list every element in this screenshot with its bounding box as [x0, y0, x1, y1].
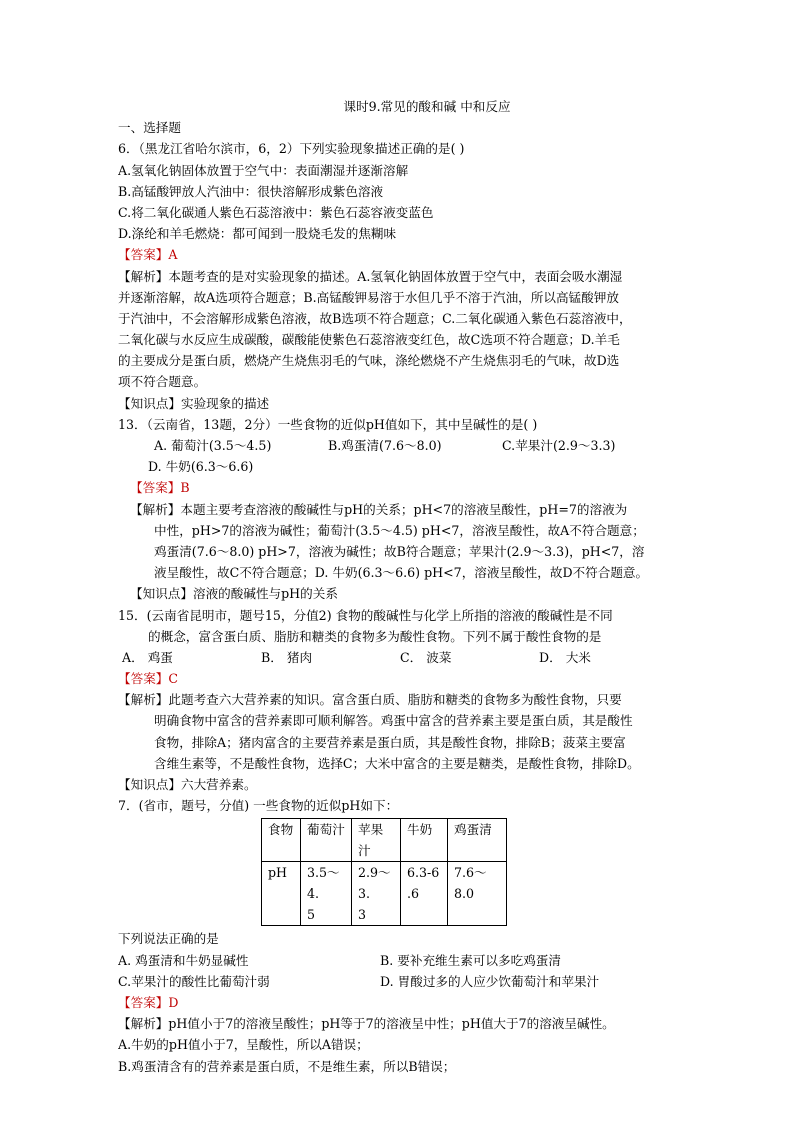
- question-stem: 7．(省市，题号，分值) 一些食物的近似pH如下：: [118, 798, 399, 814]
- page-title: 课时9.常见的酸和碱 中和反应: [343, 99, 511, 114]
- option-c: C.将二氧化碳通人紫色石蕊溶液中：紫色石蕊容液变蓝色: [118, 204, 434, 220]
- knowledge-point-line: [118, 393, 678, 414]
- analysis-tag: 【解析】: [118, 692, 169, 708]
- analysis-text: 的主要成分是蛋白质，燃烧产生烧焦羽毛的气味，涤纶燃烧不产生烧焦羽毛的气味，故D选: [118, 353, 620, 369]
- analysis-text: 食物，排除A；猪肉富含的主要营养素是蛋白质，其是酸性食物，排除B；菠菜主要富: [154, 734, 626, 750]
- analysis-text: 二氧化碳与水反应生成碳酸，碳酸能使紫色石蕊溶液变红色，故C选项不符合题意；D.羊毛: [118, 332, 620, 348]
- analysis-text: 含维生素等，不是酸性食物，选择C；大米中富含的主要是糖类，是酸性食物，排除D。: [154, 755, 640, 771]
- options-row: [118, 950, 678, 971]
- answer-tag: 【答案】: [118, 247, 169, 263]
- analysis-tag: 【解析】: [130, 501, 181, 517]
- question-stem: 13．（云南省，13题，2分）一些食物的近似pH值如下，其中呈碱性的是( ): [118, 416, 538, 432]
- analysis-line: [118, 1013, 678, 1034]
- options-row: [118, 435, 678, 456]
- analysis-text: 项不符合题意。: [118, 374, 207, 390]
- cell-line: .6: [407, 886, 420, 902]
- option-a: A.氢氧化钠固体放置于空气中：表面潮湿并逐渐溶解: [118, 162, 409, 178]
- analysis-text: pH值小于7的溶液呈酸性；pH等于7的溶液呈中性；pH值大于7的溶液呈碱性。: [168, 1016, 615, 1032]
- answer-line: [118, 668, 678, 689]
- analysis-text: B.鸡蛋清含有的营养素是蛋白质，不是维生素，所以B错误；: [118, 1058, 456, 1074]
- answer-tag: 【答案】: [118, 994, 169, 1010]
- option-b: B． 猪肉: [261, 649, 313, 665]
- analysis-text: 液呈酸性，故C不符合题意；D. 牛奶(6.3～6.6) pH<7，溶液呈酸性，故D不符合题意。: [154, 565, 649, 581]
- table-header-cell: 食物: [262, 819, 301, 862]
- table-row-label: pH: [262, 862, 301, 926]
- analysis-text: 中性，pH>7的溶液为碱性；葡萄汁(3.5～4.5) pH<7，溶液呈酸性，故A不符合题意；: [154, 522, 645, 538]
- cell-line: 3: [358, 907, 367, 923]
- table-header-cell: 牛奶: [401, 819, 448, 862]
- option-c: C.苹果汁的酸性比葡萄汁弱: [118, 973, 270, 989]
- option-c: C． 波菜: [400, 649, 452, 665]
- analysis-tag: 【解析】: [118, 268, 169, 284]
- cell-line: 6.3-6: [407, 865, 440, 881]
- option-d: D． 大米: [539, 649, 591, 665]
- analysis-text: A.牛奶的pH值小于7，呈酸性，所以A错误；: [118, 1037, 369, 1053]
- table-header-row: [262, 819, 507, 862]
- options-row: [118, 971, 678, 992]
- table-cell: [448, 862, 507, 926]
- option-c: C.苹果汁(2.9～3.3): [502, 438, 616, 453]
- knowledge-point-text: 六大营养素。: [180, 777, 257, 792]
- knowledge-point-tag: 【知识点】: [118, 395, 181, 411]
- analysis-tag: 【解析】: [118, 1016, 169, 1032]
- knowledge-point-tag: 【知识点】: [130, 586, 193, 602]
- knowledge-point-text: 溶液的酸碱性与pH的关系: [192, 586, 338, 602]
- cell-line: 7.6～: [454, 865, 487, 881]
- question-stem: 15．(云南省昆明市，题号15，分值2) 食物的酸碱性与化学上所指的溶液的酸碱性是不同: [118, 607, 613, 623]
- answer-value: C: [168, 671, 179, 687]
- option-b: B.高锰酸钾放人汽油中：很快溶解形成紫色溶液: [118, 183, 384, 199]
- analysis-line: [118, 266, 678, 287]
- answer-tag: 【答案】: [118, 671, 169, 687]
- question-13: [118, 414, 678, 605]
- answer-line: [118, 992, 678, 1013]
- answer-line: [118, 477, 678, 498]
- cell-line: 2.9～3.: [358, 865, 391, 902]
- analysis-text: 此题考查六大营养素的知识。富含蛋白质、脂肪和糖类的食物多为酸性食物，只要: [168, 692, 622, 708]
- table-header-cell: 葡萄汁: [301, 819, 352, 862]
- section-heading: 一、选择题: [118, 120, 181, 136]
- question-stem: 6．（黑龙江省哈尔滨市，6，2）下列实验现象描述正确的是( ): [118, 141, 465, 157]
- answer-line: [118, 244, 678, 265]
- question-stem: 的概念，富含蛋白质、脂肪和糖类的食物多为酸性食物。下列不属于酸性食物的是: [148, 628, 602, 644]
- answer-tag: 【答案】: [130, 480, 181, 496]
- option-b: B. 要补充维生素可以多吃鸡蛋清: [380, 952, 561, 968]
- option-a: A. 葡萄汁(3.5～4.5): [154, 438, 272, 453]
- answer-value: D: [168, 994, 179, 1010]
- analysis-text: 并逐渐溶解，故A选项符合题意；B.高锰酸钾易溶于水但几乎不溶于汽油，所以高锰酸钾放: [118, 289, 619, 305]
- answer-value: B: [180, 480, 190, 496]
- ph-table: [261, 818, 507, 926]
- knowledge-point-tag: 【知识点】: [118, 777, 181, 792]
- option-a: A． 鸡蛋: [122, 649, 173, 665]
- cell-line: 3.5～4.: [307, 865, 340, 902]
- knowledge-point-text: 实验现象的描述: [180, 395, 270, 411]
- document-page: [118, 96, 678, 1077]
- table-cell: [401, 862, 448, 926]
- option-d: D.涤纶和羊毛燃烧：都可闻到一股烧毛发的焦糊味: [118, 226, 397, 242]
- table-row: [262, 862, 507, 926]
- question-7: [118, 795, 678, 1077]
- analysis-text: 明确食物中富含的营养素即可顺利解答。鸡蛋中富含的营养素主要是蛋白质，其是酸性: [154, 713, 633, 729]
- question-15: [118, 605, 678, 796]
- ph-table-wrapper: [118, 818, 678, 926]
- analysis-text: 于汽油中，不会溶解形成紫色溶液，故B选项不符合题意；C.二氧化碳通入紫色石蕊溶液中，: [118, 310, 632, 326]
- option-a: A. 鸡蛋清和牛奶显碱性: [118, 952, 249, 968]
- knowledge-point-line: [118, 583, 678, 604]
- option-b: B.鸡蛋清(7.6～8.0): [328, 438, 442, 453]
- knowledge-point-line: [118, 774, 678, 795]
- table-header-cell: 苹果汁: [352, 819, 401, 862]
- analysis-text: 本题主要考查溶液的酸碱性与pH的关系；pH<7的溶液呈酸性，pH=7的溶液为: [180, 501, 628, 517]
- table-header-cell: 鸡蛋清: [448, 819, 507, 862]
- question-prompt: 下列说法正确的是: [118, 931, 219, 947]
- analysis-text: 本题考查的是对实验现象的描述。A.氢氧化钠固体放置于空气中，表面会吸水潮湿: [168, 268, 623, 284]
- table-cell: [301, 862, 352, 926]
- table-cell: [352, 862, 401, 926]
- question-6: [118, 138, 678, 413]
- option-d: D. 牛奶(6.3～6.6): [148, 459, 254, 475]
- analysis-line: [118, 689, 678, 710]
- option-d: D. 胃酸过多的人应少饮葡萄汁和苹果汁: [380, 973, 600, 989]
- analysis-text: 鸡蛋清(7.6～8.0) pH>7，溶液为碱性；故B符合题意；苹果汁(2.9～3.3)，pH<7，溶: [154, 543, 645, 559]
- options-row: [118, 647, 678, 668]
- answer-value: A: [168, 247, 178, 263]
- analysis-line: [118, 499, 678, 520]
- cell-line: 5: [307, 907, 316, 923]
- cell-line: 8.0: [454, 886, 475, 902]
